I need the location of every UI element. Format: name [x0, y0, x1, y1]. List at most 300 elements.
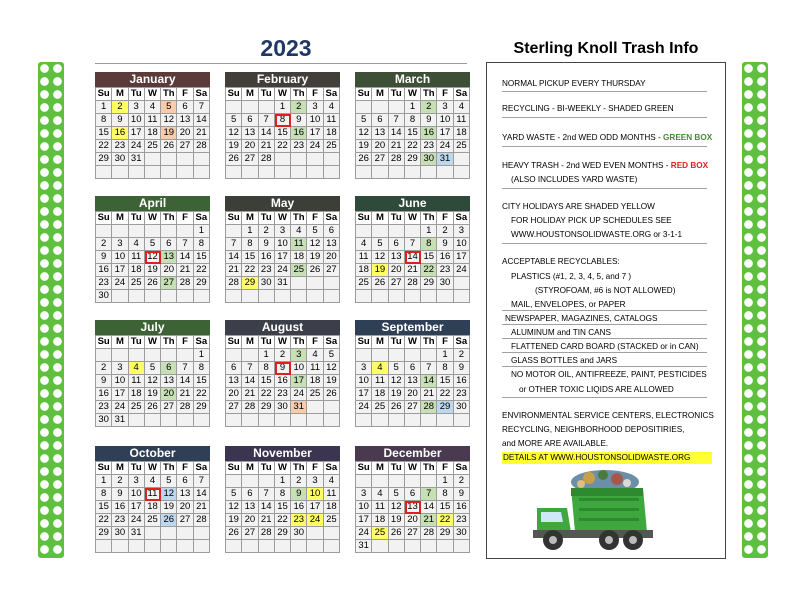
- calendar-day: 3: [356, 362, 372, 375]
- calendar-empty-cell: [226, 475, 242, 488]
- mail-text: MAIL, ENVELOPES, or PAPER: [511, 300, 626, 309]
- calendar-day: 27: [161, 277, 177, 290]
- yard-waste-text: [502, 133, 712, 143]
- calendar-empty-cell: [356, 349, 372, 362]
- calendar-day: 12: [226, 501, 242, 514]
- calendar-day: 24: [437, 140, 453, 153]
- day-name-header: Tu: [259, 88, 275, 101]
- calendar-day: 9: [96, 375, 112, 388]
- month-days-grid: [355, 87, 470, 179]
- calendar-day: 13: [161, 251, 177, 264]
- day-name-header: Sa: [324, 212, 340, 225]
- day-name-header: Th: [161, 336, 177, 349]
- month-may: [225, 196, 340, 303]
- month-days-grid: [225, 335, 340, 427]
- calendar-day: 9: [454, 488, 470, 501]
- calendar-day: 22: [242, 264, 258, 277]
- calendar-empty-cell: [372, 225, 388, 238]
- calendar-empty-cell: [307, 166, 323, 179]
- calendar-day: 31: [437, 153, 453, 166]
- calendar-empty-cell: [275, 153, 291, 166]
- calendar-day: 10: [356, 501, 372, 514]
- calendar-day: 25: [145, 140, 161, 153]
- calendar-day: 29: [194, 401, 210, 414]
- calendar-empty-cell: [226, 166, 242, 179]
- calendar-day: 7: [177, 362, 193, 375]
- calendar-day: 17: [112, 388, 128, 401]
- calendar-day: 29: [259, 401, 275, 414]
- calendar-empty-cell: [112, 540, 128, 553]
- calendar-day: 27: [389, 277, 405, 290]
- calendar-day: 24: [275, 264, 291, 277]
- month-days-grid: [95, 335, 210, 427]
- calendar-day: 2: [96, 238, 112, 251]
- calendar-day: 6: [324, 225, 340, 238]
- calendar-day: 15: [405, 127, 421, 140]
- calendar-day: 12: [372, 251, 388, 264]
- calendar-day: 31: [129, 153, 145, 166]
- calendar-day: 21: [194, 127, 210, 140]
- month-august: [225, 320, 340, 427]
- calendar-empty-cell: [145, 414, 161, 427]
- calendar-day: 12: [161, 114, 177, 127]
- month-days-grid: [95, 211, 210, 303]
- month-days-grid: [225, 461, 340, 553]
- month-november: [225, 446, 340, 553]
- year-divider: [95, 63, 467, 64]
- calendar-empty-cell: [356, 225, 372, 238]
- month-days-grid: [95, 461, 210, 553]
- calendar-empty-cell: [389, 101, 405, 114]
- calendar-day: 21: [242, 388, 258, 401]
- calendar-empty-cell: [454, 153, 470, 166]
- calendar-day: 16: [96, 264, 112, 277]
- calendar-day: 20: [226, 388, 242, 401]
- calendar-day: 4: [291, 225, 307, 238]
- calendar-day: 23: [112, 514, 128, 527]
- calendar-day: 25: [129, 401, 145, 414]
- calendar-day: 27: [324, 264, 340, 277]
- calendar-empty-cell: [437, 540, 453, 553]
- calendar-empty-cell: [226, 225, 242, 238]
- calendar-day: 3: [307, 101, 323, 114]
- calendar-empty-cell: [96, 166, 112, 179]
- calendar-day: 29: [437, 527, 453, 540]
- calendar-day: 20: [242, 514, 258, 527]
- calendar-day: 3: [129, 475, 145, 488]
- calendar-empty-cell: [389, 166, 405, 179]
- calendar-day: 2: [275, 349, 291, 362]
- day-name-header: Tu: [129, 88, 145, 101]
- day-name-header: F: [307, 462, 323, 475]
- calendar-day: 24: [112, 277, 128, 290]
- day-name-header: M: [112, 212, 128, 225]
- day-name-header: Tu: [259, 462, 275, 475]
- calendar-day: 28: [177, 401, 193, 414]
- info-rule: [502, 397, 707, 398]
- calendar-day: 17: [307, 127, 323, 140]
- day-name-header: F: [437, 462, 453, 475]
- day-name-header: Tu: [259, 212, 275, 225]
- month-days-grid: [95, 87, 210, 179]
- calendar-empty-cell: [307, 153, 323, 166]
- calendar-empty-cell: [291, 277, 307, 290]
- day-name-header: Tu: [259, 336, 275, 349]
- calendar-day: 2: [112, 475, 128, 488]
- calendar-day: 6: [405, 488, 421, 501]
- calendar-day: 2: [454, 349, 470, 362]
- polka-dot-border-left: [38, 62, 64, 558]
- calendar-day: 29: [194, 277, 210, 290]
- day-name-header: Tu: [389, 462, 405, 475]
- calendar-day: 28: [242, 401, 258, 414]
- calendar-day: 12: [226, 127, 242, 140]
- calendar-empty-cell: [129, 349, 145, 362]
- calendar-day: 4: [324, 475, 340, 488]
- calendar-day: 26: [161, 514, 177, 527]
- month-name: August: [225, 320, 340, 335]
- calendar-day: 18: [324, 501, 340, 514]
- calendar-day: 7: [194, 475, 210, 488]
- calendar-day: 9: [291, 114, 307, 127]
- calendar-day: 21: [405, 264, 421, 277]
- calendar-day: 30: [291, 527, 307, 540]
- calendar-empty-cell: [405, 166, 421, 179]
- calendar-day: 21: [389, 140, 405, 153]
- calendar-day: 11: [129, 251, 145, 264]
- calendar-day: 30: [454, 527, 470, 540]
- calendar-day: 23: [454, 514, 470, 527]
- day-name-header: Th: [421, 462, 437, 475]
- calendar-empty-cell: [194, 153, 210, 166]
- calendar-day: 19: [372, 264, 388, 277]
- newspaper-text: NEWSPAPER, MAGAZINES, CATALOGS: [505, 314, 658, 323]
- calendar-day: 26: [226, 527, 242, 540]
- calendar-empty-cell: [177, 540, 193, 553]
- calendar-empty-cell: [259, 166, 275, 179]
- calendar-day: 22: [421, 264, 437, 277]
- calendar-day: 12: [161, 488, 177, 501]
- calendar-day: 17: [291, 375, 307, 388]
- calendar-empty-cell: [145, 225, 161, 238]
- calendar-empty-cell: [145, 527, 161, 540]
- env-services-text-1: ENVIRONMENTAL SERVICE CENTERS, ELECTRONICS: [502, 411, 714, 420]
- calendar-day: 26: [145, 401, 161, 414]
- calendar-day: 27: [177, 140, 193, 153]
- calendar-day: 16: [291, 127, 307, 140]
- calendar-day: 21: [177, 264, 193, 277]
- day-name-header: F: [177, 88, 193, 101]
- calendar-empty-cell: [259, 101, 275, 114]
- calendar-day: 8: [194, 362, 210, 375]
- calendar-day: 16: [291, 501, 307, 514]
- calendar-day: 23: [275, 388, 291, 401]
- calendar-day: 7: [259, 488, 275, 501]
- calendar-day: 1: [275, 101, 291, 114]
- calendar-empty-cell: [307, 540, 323, 553]
- calendar-day: 4: [324, 101, 340, 114]
- calendar-day: 20: [177, 127, 193, 140]
- calendar-day: 5: [161, 101, 177, 114]
- calendar-empty-cell: [372, 475, 388, 488]
- calendar-empty-cell: [389, 540, 405, 553]
- calendar-day: 20: [389, 264, 405, 277]
- day-name-header: M: [372, 336, 388, 349]
- day-name-header: Sa: [324, 336, 340, 349]
- calendar-empty-cell: [324, 527, 340, 540]
- day-name-header: M: [242, 88, 258, 101]
- day-name-header: F: [177, 212, 193, 225]
- calendar-day: 16: [454, 375, 470, 388]
- month-name: November: [225, 446, 340, 461]
- calendar-empty-cell: [259, 540, 275, 553]
- calendar-empty-cell: [259, 475, 275, 488]
- calendar-empty-cell: [161, 414, 177, 427]
- calendar-day: 9: [96, 251, 112, 264]
- calendar-empty-cell: [129, 166, 145, 179]
- day-name-header: Sa: [454, 336, 470, 349]
- calendar-day: 6: [177, 475, 193, 488]
- calendar-day: 30: [437, 277, 453, 290]
- calendar-empty-cell: [242, 540, 258, 553]
- day-name-header: M: [112, 88, 128, 101]
- calendar-day: 22: [275, 140, 291, 153]
- calendar-day: 2: [437, 225, 453, 238]
- calendar-empty-cell: [177, 225, 193, 238]
- calendar-day: 5: [145, 362, 161, 375]
- calendar-day: 28: [177, 277, 193, 290]
- day-name-header: Th: [291, 336, 307, 349]
- month-name: March: [355, 72, 470, 87]
- calendar-empty-cell: [129, 225, 145, 238]
- calendar-day: 17: [454, 251, 470, 264]
- calendar-empty-cell: [372, 101, 388, 114]
- calendar-day: 3: [454, 225, 470, 238]
- calendar-empty-cell: [405, 225, 421, 238]
- calendar-empty-cell: [226, 540, 242, 553]
- calendar-day: 29: [242, 277, 258, 290]
- calendar-day: 15: [259, 375, 275, 388]
- calendar-day: 14: [421, 375, 437, 388]
- calendar-day: 1: [421, 225, 437, 238]
- calendar-day: 12: [307, 238, 323, 251]
- calendar-empty-cell: [129, 540, 145, 553]
- calendar-day: 19: [161, 127, 177, 140]
- calendar-day: 28: [194, 514, 210, 527]
- calendar-day: 29: [437, 401, 453, 414]
- calendar-empty-cell: [194, 166, 210, 179]
- calendar-day: 22: [194, 388, 210, 401]
- calendar-empty-cell: [356, 166, 372, 179]
- calendar-day: 4: [372, 488, 388, 501]
- calendar-day: 6: [405, 362, 421, 375]
- calendar-day: 7: [421, 488, 437, 501]
- holiday-text-1: CITY HOLIDAYS ARE SHADED YELLOW: [502, 202, 655, 211]
- calendar-empty-cell: [454, 277, 470, 290]
- calendar-day: 2: [112, 101, 128, 114]
- calendar-day: 30: [96, 290, 112, 303]
- calendar-empty-cell: [324, 153, 340, 166]
- calendar-day: 18: [145, 127, 161, 140]
- month-days-grid: [355, 211, 470, 303]
- day-name-header: W: [145, 88, 161, 101]
- calendar-day: 26: [161, 140, 177, 153]
- month-name: July: [95, 320, 210, 335]
- info-rule: [502, 338, 707, 339]
- calendar-day: 3: [129, 101, 145, 114]
- day-name-header: Th: [161, 212, 177, 225]
- calendar-day: 23: [421, 140, 437, 153]
- calendar-empty-cell: [437, 290, 453, 303]
- normal-pickup-text: NORMAL PICKUP EVERY THURSDAY: [502, 79, 646, 88]
- calendar-day: 15: [275, 127, 291, 140]
- calendar-day: 17: [356, 514, 372, 527]
- calendar-day: 8: [242, 238, 258, 251]
- calendar-empty-cell: [194, 414, 210, 427]
- day-name-header: M: [372, 462, 388, 475]
- calendar-day: 25: [324, 514, 340, 527]
- day-name-header: W: [275, 88, 291, 101]
- calendar-day: 11: [324, 114, 340, 127]
- month-name: February: [225, 72, 340, 87]
- info-rule: [502, 324, 707, 325]
- calendar-day: 27: [242, 153, 258, 166]
- calendar-empty-cell: [226, 414, 242, 427]
- calendar-day: 27: [405, 401, 421, 414]
- calendar-empty-cell: [242, 349, 258, 362]
- toxic-liquids-text: or OTHER TOXIC LIQIDS ARE ALLOWED: [519, 385, 674, 394]
- day-name-header: Sa: [324, 462, 340, 475]
- calendar-day: 10: [112, 251, 128, 264]
- calendar-day: 4: [145, 101, 161, 114]
- calendar-empty-cell: [421, 166, 437, 179]
- calendar-day: 21: [226, 264, 242, 277]
- calendar-day: 23: [291, 140, 307, 153]
- calendar-day: 21: [194, 501, 210, 514]
- calendar-day: 19: [389, 388, 405, 401]
- calendar-empty-cell: [96, 540, 112, 553]
- calendar-day: 14: [194, 114, 210, 127]
- red-box-label: RED BOX: [670, 161, 709, 170]
- calendar-day: 20: [161, 388, 177, 401]
- calendar-day: 23: [437, 264, 453, 277]
- calendar-day: 28: [421, 527, 437, 540]
- calendar-day: 11: [356, 251, 372, 264]
- calendar-day: 29: [275, 527, 291, 540]
- calendar-day: 14: [389, 127, 405, 140]
- info-title: Sterling Knoll Trash Info: [513, 40, 699, 57]
- calendar-empty-cell: [356, 290, 372, 303]
- calendar-empty-cell: [454, 540, 470, 553]
- calendar-day: 30: [275, 401, 291, 414]
- calendar-day: 21: [259, 140, 275, 153]
- day-name-header: Sa: [454, 462, 470, 475]
- calendar-day: 22: [259, 388, 275, 401]
- info-rule: [502, 352, 707, 353]
- yard-waste-label: YARD WASTE - 2nd WED ODD MONTHS -: [502, 133, 664, 142]
- day-name-header: F: [437, 88, 453, 101]
- calendar-day: 5: [324, 349, 340, 362]
- calendar-empty-cell: [129, 290, 145, 303]
- day-name-header: Tu: [389, 88, 405, 101]
- calendar-day: 16: [96, 388, 112, 401]
- calendar-empty-cell: [307, 414, 323, 427]
- calendar-day: 22: [96, 140, 112, 153]
- calendar-empty-cell: [324, 277, 340, 290]
- calendar-day: 9: [275, 362, 291, 375]
- calendar-day: 9: [421, 114, 437, 127]
- calendar-day: 20: [405, 514, 421, 527]
- calendar-empty-cell: [291, 290, 307, 303]
- calendar-day: 8: [275, 488, 291, 501]
- calendar-day: 18: [372, 388, 388, 401]
- calendar-day: 13: [242, 501, 258, 514]
- calendar-day: 14: [242, 375, 258, 388]
- calendar-day: 3: [307, 475, 323, 488]
- day-name-header: Sa: [194, 88, 210, 101]
- calendar-day: 4: [307, 349, 323, 362]
- calendar-day: 22: [437, 388, 453, 401]
- calendar-day: 8: [259, 362, 275, 375]
- calendar-day: 19: [145, 388, 161, 401]
- calendar-day: 5: [389, 488, 405, 501]
- calendar-day: 11: [324, 488, 340, 501]
- calendar-empty-cell: [389, 290, 405, 303]
- day-name-header: M: [372, 212, 388, 225]
- calendar-day: 19: [324, 375, 340, 388]
- day-name-header: Su: [356, 336, 372, 349]
- day-name-header: Su: [96, 462, 112, 475]
- day-name-header: W: [275, 462, 291, 475]
- calendar-day: 20: [372, 140, 388, 153]
- calendar-day: 12: [389, 501, 405, 514]
- heavy-trash-text: [502, 161, 708, 171]
- day-name-header: Tu: [129, 212, 145, 225]
- month-name: September: [355, 320, 470, 335]
- day-name-header: F: [437, 336, 453, 349]
- recyclables-header: ACCEPTABLE RECYCLABLES:: [502, 257, 620, 266]
- calendar-day: 23: [259, 264, 275, 277]
- calendar-empty-cell: [372, 414, 388, 427]
- calendar-day: 18: [291, 251, 307, 264]
- calendar-empty-cell: [356, 475, 372, 488]
- day-name-header: Sa: [324, 88, 340, 101]
- calendar-empty-cell: [242, 414, 258, 427]
- info-rule: [502, 146, 707, 147]
- calendar-day: 8: [194, 238, 210, 251]
- calendar-day: 10: [112, 375, 128, 388]
- calendar-day: 24: [112, 401, 128, 414]
- calendar-day: 6: [242, 114, 258, 127]
- calendar-day: 27: [242, 527, 258, 540]
- calendar-empty-cell: [307, 527, 323, 540]
- calendar-day: 3: [275, 225, 291, 238]
- calendar-day: 13: [177, 488, 193, 501]
- calendar-day: 9: [437, 238, 453, 251]
- day-name-header: Tu: [129, 336, 145, 349]
- calendar-day: 15: [437, 501, 453, 514]
- calendar-empty-cell: [242, 166, 258, 179]
- calendar-day: 7: [194, 101, 210, 114]
- calendar-day: 17: [275, 251, 291, 264]
- calendar-day: 2: [96, 362, 112, 375]
- calendar-day: 17: [307, 501, 323, 514]
- calendar-day: 25: [307, 388, 323, 401]
- calendar-day: 27: [161, 401, 177, 414]
- day-name-header: Su: [356, 462, 372, 475]
- calendar-day: 19: [389, 514, 405, 527]
- day-name-header: M: [112, 336, 128, 349]
